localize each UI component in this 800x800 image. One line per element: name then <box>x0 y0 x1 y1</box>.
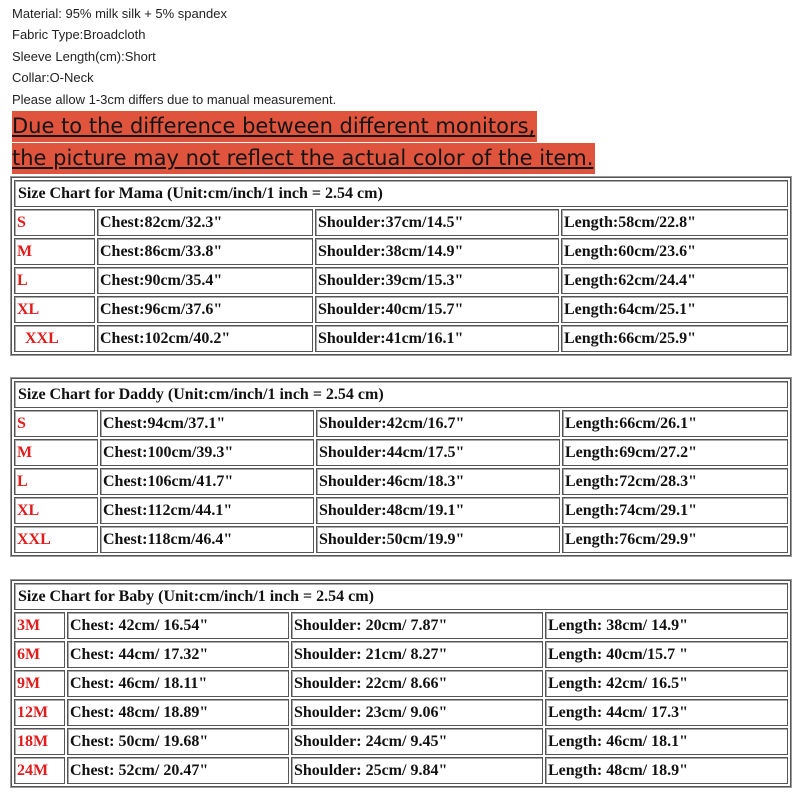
length-cell: Length: 46cm/ 18.1" <box>545 728 788 755</box>
chest-cell: Chest:82cm/32.3" <box>97 209 313 236</box>
shoulder-cell: Shoulder: 24cm/ 9.45" <box>291 728 543 755</box>
spec-fabric-type: Fabric Type:Broadcloth <box>12 27 146 43</box>
table-row <box>14 296 788 323</box>
length-cell: Length:64cm/25.1" <box>561 296 788 323</box>
table-row <box>14 526 788 553</box>
table-row <box>14 238 788 265</box>
shoulder-cell: Shoulder: 23cm/ 9.06" <box>291 699 543 726</box>
spec-sleeve-length: Sleeve Length(cm):Short <box>12 48 156 64</box>
spec-measurement-note: Please allow 1-3cm differs due to manual measurement. <box>12 91 337 107</box>
size-label: L <box>14 267 95 294</box>
chest-cell: Chest:112cm/44.1" <box>100 497 314 524</box>
chest-cell: Chest: 52cm/ 20.47" <box>67 757 289 784</box>
product-specs <box>12 3 336 110</box>
length-cell: Length: 42cm/ 16.5" <box>545 670 788 697</box>
length-cell: Length: 48cm/ 18.9" <box>545 757 788 784</box>
table-row <box>14 670 788 697</box>
length-cell: Length:72cm/28.3" <box>562 468 788 495</box>
length-cell: Length:76cm/29.9" <box>562 526 788 553</box>
color-notice-line2: the picture may not reflect the actual color of the item. <box>12 143 595 174</box>
chart-title: Size Chart for Mama (Unit:cm/inch/1 inch = 2.54 cm) <box>14 180 788 207</box>
chest-cell: Chest: 50cm/ 19.68" <box>67 728 289 755</box>
chest-cell: Chest:96cm/37.6" <box>97 296 313 323</box>
size-chart-baby <box>11 580 791 787</box>
spec-collar: Collar:O-Neck <box>12 70 94 86</box>
table-row <box>14 468 788 495</box>
length-cell: Length:74cm/29.1" <box>562 497 788 524</box>
chest-cell: Chest:94cm/37.1" <box>100 410 314 437</box>
chest-cell: Chest:102cm/40.2" <box>97 325 313 352</box>
size-label: M <box>14 439 98 466</box>
shoulder-cell: Shoulder: 22cm/ 8.66" <box>291 670 543 697</box>
size-label: 6M <box>14 641 65 668</box>
size-label: 12M <box>14 699 65 726</box>
shoulder-cell: Shoulder:38cm/14.9" <box>315 238 559 265</box>
length-cell: Length: 44cm/ 17.3" <box>545 699 788 726</box>
size-chart-daddy <box>11 378 791 556</box>
chest-cell: Chest:118cm/46.4" <box>100 526 314 553</box>
size-label: S <box>14 209 95 236</box>
chest-cell: Chest: 48cm/ 18.89" <box>67 699 289 726</box>
length-cell: Length:66cm/26.1" <box>562 410 788 437</box>
chest-cell: Chest: 44cm/ 17.32" <box>67 641 289 668</box>
table-row <box>14 439 788 466</box>
size-label: 24M <box>14 757 65 784</box>
shoulder-cell: Shoulder:50cm/19.9" <box>316 526 560 553</box>
shoulder-cell: Shoulder:46cm/18.3" <box>316 468 560 495</box>
shoulder-cell: Shoulder:48cm/19.1" <box>316 497 560 524</box>
shoulder-cell: Shoulder:42cm/16.7" <box>316 410 560 437</box>
size-label: L <box>14 468 98 495</box>
color-notice-line1: Due to the difference between different monitors, <box>12 111 537 142</box>
table-row <box>14 641 788 668</box>
shoulder-cell: Shoulder:37cm/14.5" <box>315 209 559 236</box>
table-row <box>14 267 788 294</box>
size-label: XXL <box>14 526 98 553</box>
shoulder-cell: Shoulder: 25cm/ 9.84" <box>291 757 543 784</box>
chart-title: Size Chart for Baby (Unit:cm/inch/1 inch = 2.54 cm) <box>14 583 788 610</box>
shoulder-cell: Shoulder:41cm/16.1" <box>315 325 559 352</box>
size-chart-mama <box>11 177 791 355</box>
table-row <box>14 612 788 639</box>
length-cell: Length: 40cm/15.7 " <box>545 641 788 668</box>
size-label: XL <box>14 296 95 323</box>
shoulder-cell: Shoulder: 20cm/ 7.87" <box>291 612 543 639</box>
spec-material: Material: 95% milk silk + 5% spandex <box>12 6 227 21</box>
chart-title: Size Chart for Daddy (Unit:cm/inch/1 inch = 2.54 cm) <box>14 381 788 408</box>
shoulder-cell: Shoulder:40cm/15.7" <box>315 296 559 323</box>
length-cell: Length:60cm/23.6" <box>561 238 788 265</box>
table-row <box>14 209 788 236</box>
length-cell: Length:58cm/22.8" <box>561 209 788 236</box>
table-row <box>14 757 788 784</box>
table-row <box>14 325 788 352</box>
length-cell: Length:69cm/27.2" <box>562 439 788 466</box>
size-label: 18M <box>14 728 65 755</box>
length-cell: Length: 38cm/ 14.9" <box>545 612 788 639</box>
table-row <box>14 497 788 524</box>
length-cell: Length:62cm/24.4" <box>561 267 788 294</box>
chest-cell: Chest:106cm/41.7" <box>100 468 314 495</box>
table-row <box>14 728 788 755</box>
size-label: S <box>14 410 98 437</box>
size-label: XL <box>14 497 98 524</box>
table-row <box>14 410 788 437</box>
table-row <box>14 699 788 726</box>
chest-cell: Chest:90cm/35.4" <box>97 267 313 294</box>
shoulder-cell: Shoulder: 21cm/ 8.27" <box>291 641 543 668</box>
chest-cell: Chest:100cm/39.3" <box>100 439 314 466</box>
size-label: M <box>14 238 95 265</box>
chest-cell: Chest: 46cm/ 18.11" <box>67 670 289 697</box>
chest-cell: Chest: 42cm/ 16.54" <box>67 612 289 639</box>
chest-cell: Chest:86cm/33.8" <box>97 238 313 265</box>
shoulder-cell: Shoulder:44cm/17.5" <box>316 439 560 466</box>
size-label: 9M <box>14 670 65 697</box>
length-cell: Length:66cm/25.9" <box>561 325 788 352</box>
size-label: XXL <box>14 325 95 352</box>
size-label: 3M <box>14 612 65 639</box>
shoulder-cell: Shoulder:39cm/15.3" <box>315 267 559 294</box>
